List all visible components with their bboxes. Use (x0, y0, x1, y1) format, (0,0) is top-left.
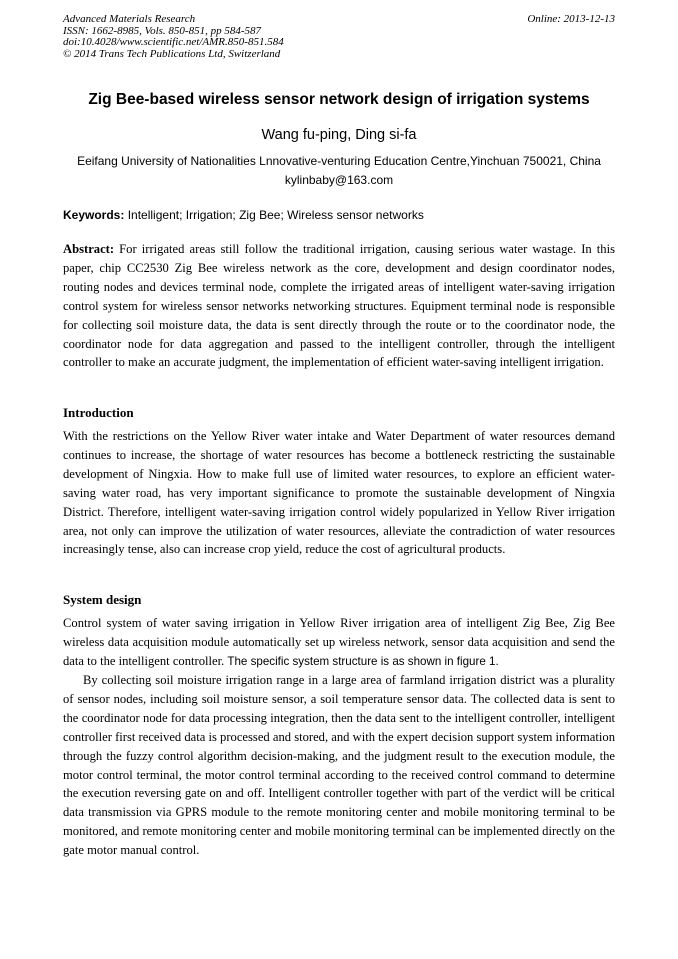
system-design-paragraph-1-text: Control system of water saving irrigation in Yellow River irrigation area of intelligent Zig Bee, Zig Bee wireless data acquisition module automatically set up wireless network, sensor data acquisition and send the data to the intelligent controller. (63, 616, 615, 668)
keywords-label: Keywords: (63, 208, 125, 222)
system-design-paragraph-1 (63, 614, 615, 672)
affiliation: Eeifang University of Nationalities Lnnovative-venturing Education Centre,Yinchuan 750021, China (77, 154, 601, 168)
abstract-label: Abstract: (63, 242, 115, 256)
introduction-text: With the restrictions on the Yellow River water intake and Water Department of water resources demand continues to increase, the shortage of water resources has become a bottleneck restricting the sustainable development of Ningxia. How to make full use of limited water resources, to explore an efficient water-saving water road, has very important significance to promote the sustainable development of Ningxia District. Therefore, intelligent water-saving irrigation control widely popularized in Yellow River irrigation area, not only can improve the utilization of water resources, alleviate the contradiction of water resources increasingly tense, also can increase crop yield, reduce the cost of agricultural products. (63, 429, 615, 557)
journal-issn: ISSN: 1662-8985, Vols. 850-851, pp 584-587 (63, 24, 261, 37)
author-email[interactable]: kylinbaby@163.com (284, 173, 394, 187)
paper-title: Zig Bee-based wireless sensor network design of irrigation systems (88, 91, 590, 108)
journal-name: Advanced Materials Research (63, 13, 196, 25)
keywords-text: Intelligent; Irrigation; Zig Bee; Wireless sensor networks (127, 208, 424, 222)
abstract (63, 240, 615, 372)
paper-authors: Wang fu-ping, Ding si-fa (261, 127, 417, 143)
author-affiliation-block (40, 152, 638, 190)
keywords (63, 206, 615, 224)
introduction-heading: Introduction (63, 405, 134, 420)
journal-header (63, 14, 615, 60)
system-design-paragraph-2: By collecting soil moisture irrigation range in a large area of farmland irrigation district was a plurality of sensor nodes, including soil moisture sensor, a soil temperature sensor data. The collected data is sent to the coordinator node for data processing integration, then the data sent to the intelligent controller, intelligent controller first received data is processed and stored, and with the expert decision support system information through the fuzzy control algorithm decision-making, and the judgment result to the execution module, the motor control terminal, the motor control terminal according to the received control command to determine the execution reversing gate on and off. Intelligent controller together with part of the verdict will be critical data transmission via GPRS module to the remote monitoring center and mobile monitoring terminal to be monitored, and remote monitoring center and mobile monitoring terminal can be implemented directly on the gate motor manual control. (63, 673, 615, 858)
journal-doi[interactable]: doi:10.4028/www.scientific.net/AMR.850-851.584 (63, 36, 284, 48)
abstract-text: For irrigated areas still follow the traditional irrigation, causing serious water wastage. In this paper, chip CC2530 Zig Bee wireless network as the core, development and design coordinator nodes, routing nodes and devices terminal node, complete the irrigated areas of intelligent water-saving irrigation control system for wireless sensor networks networking structures. Equipment terminal node is responsible for collecting soil moisture data, the data is sent directly through the route or to the coordinator node, the coordinator node for data aggregation and passed to the intelligent controller, through the intelligent controller to make an accurate judgment, the implementation of efficient water-saving intelligent irrigation. (63, 242, 615, 370)
journal-copyright: © 2014 Trans Tech Publications Ltd, Switzerland (63, 47, 281, 60)
online-date: Online: 2013-12-13 (527, 13, 615, 25)
system-design-figure-reference: The specific system structure is as shown in figure 1. (227, 654, 499, 668)
system-design-heading: System design (63, 592, 142, 607)
